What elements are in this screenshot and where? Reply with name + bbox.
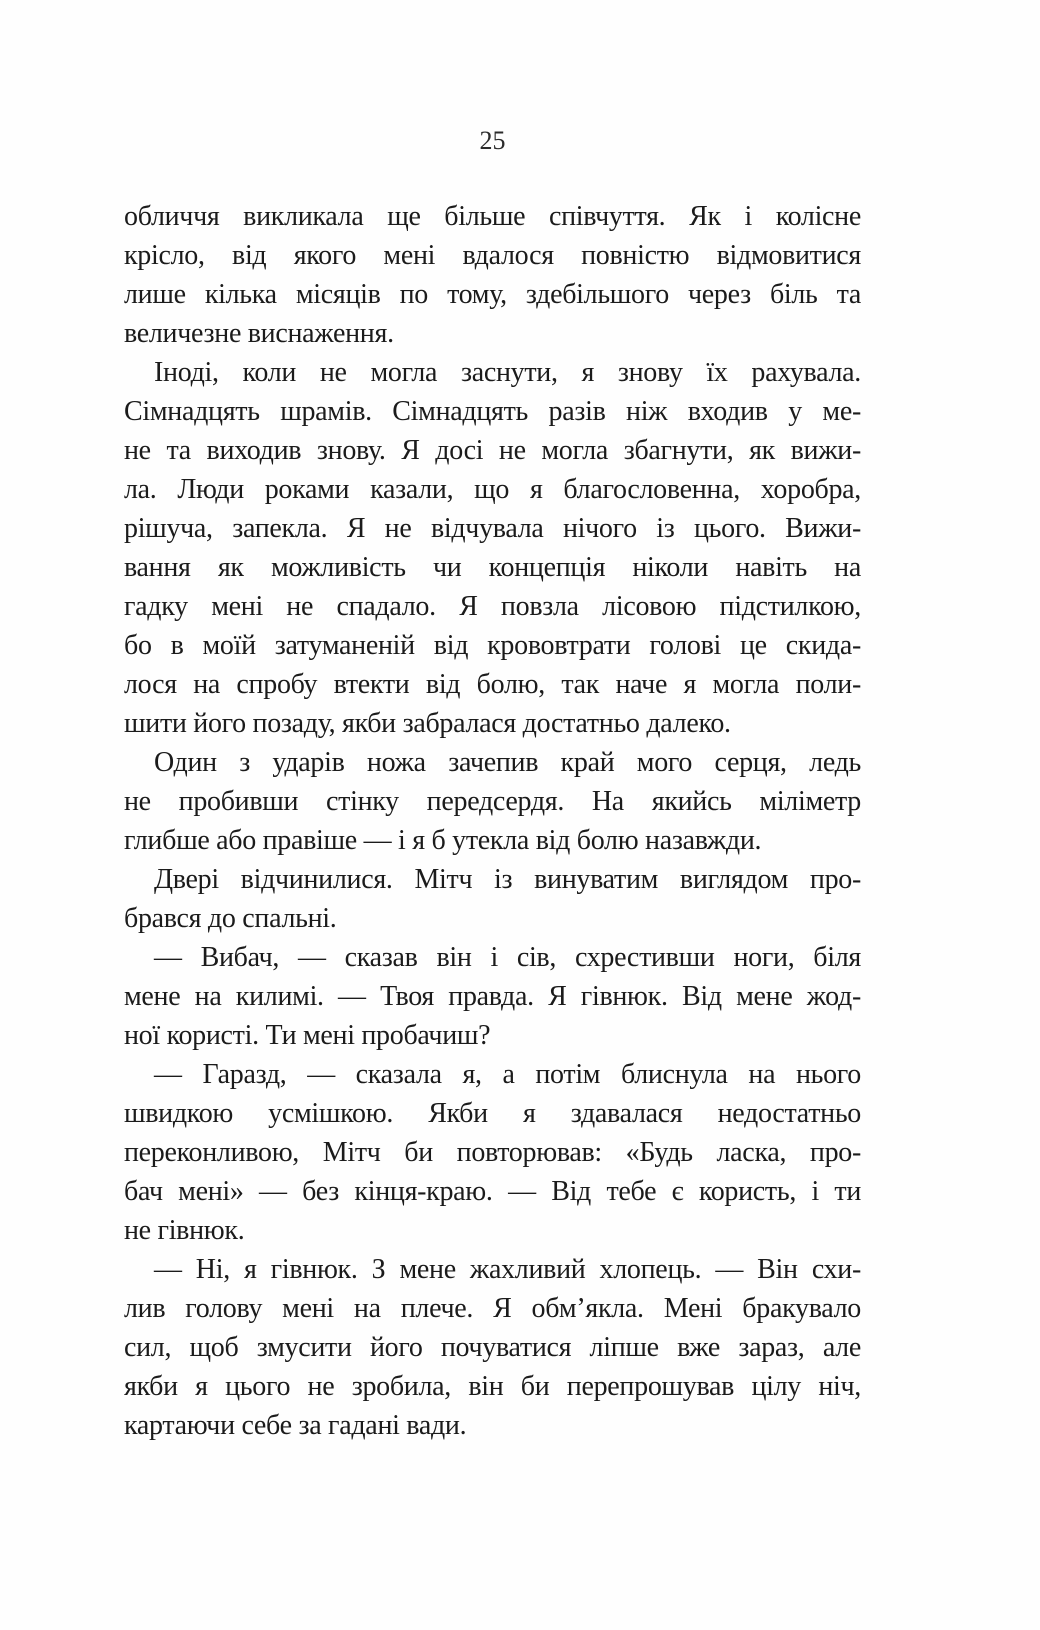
paragraph [124,353,861,743]
text-line: ла. Люди роками казали, що я благословенна, хоробра, [124,474,861,505]
paragraph [124,1250,861,1445]
text-line: крісло, від якого мені вдалося повністю відмовитися [124,240,861,271]
text-line: ної користі. Ти мені пробачиш? [124,1020,491,1051]
text-line: сил, щоб змусити його почуватися ліпше вже зараз, але [124,1332,861,1363]
text-line: Іноді, коли не могла заснути, я знову їх рахувала. [154,357,861,388]
text-line: — Ні, я гівнюк. З мене жахливий хлопець. — Він схи- [154,1254,861,1285]
text-line: не гівнюк. [124,1215,245,1246]
text-line: вання як можливість чи концепція ніколи навіть на [124,552,861,583]
text-line: лив голову мені на плече. Я обм’якла. Мені бракувало [124,1293,861,1324]
page-text [124,197,861,1445]
paragraph [124,1055,861,1250]
text-line: шити його позаду, якби забралася достатньо далеко. [124,708,731,739]
text-line: рішуча, запекла. Я не відчувала нічого із цього. Вижи- [124,513,861,544]
text-line: швидкою усмішкою. Якби я здавалася недостатньо [124,1098,861,1129]
paragraph [124,860,861,938]
paragraph [124,743,861,860]
text-line: лося на спробу втекти від болю, так наче я могла поли- [124,669,861,700]
text-line: обличчя викликала ще більше співчуття. Як і колісне [124,201,861,232]
text-line: брався до спальні. [124,903,337,934]
page-number: 25 [479,126,506,155]
text-line: бо в моїй затуманеній від крововтрати голові це скида- [124,630,861,661]
text-line: Двері відчинилися. Мітч із винуватим виглядом про- [154,864,861,895]
text-line: картаючи себе за гадані вади. [124,1410,467,1441]
text-line: не пробивши стінку передсердя. На якийсь міліметр [124,786,861,817]
text-line: величезне виснаження. [124,318,394,349]
text-line: Один з ударів ножа зачепив край мого серця, ледь [154,747,861,778]
text-line: Сімнадцять шрамів. Сімнадцять разів ніж входив у ме- [124,396,861,427]
text-line: переконливою, Мітч би повторював: «Будь ласка, про- [124,1137,861,1168]
text-line: глибше або правіше — і я б утекла від болю назавжди. [124,825,762,856]
text-line: лише кілька місяців по тому, здебільшого через біль та [124,279,861,310]
text-line: — Гаразд, — сказала я, а потім блиснула на нього [154,1059,861,1090]
text-line: якби я цього не зробила, він би перепрошував цілу ніч, [124,1371,861,1402]
paragraph [124,197,861,353]
text-line: — Вибач, — сказав він і сів, схрестивши ноги, біля [154,942,861,973]
text-line: мене на килимі. — Твоя правда. Я гівнюк. Від мене жод- [124,981,861,1012]
paragraph [124,938,861,1055]
text-line: гадку мені не спадало. Я повзла лісовою підстилкою, [124,591,861,622]
text-line: бач мені» — без кінця-краю. — Від тебе є користь, і ти [124,1176,861,1207]
text-line: не та виходив знову. Я досі не могла збагнути, як вижи- [124,435,861,466]
